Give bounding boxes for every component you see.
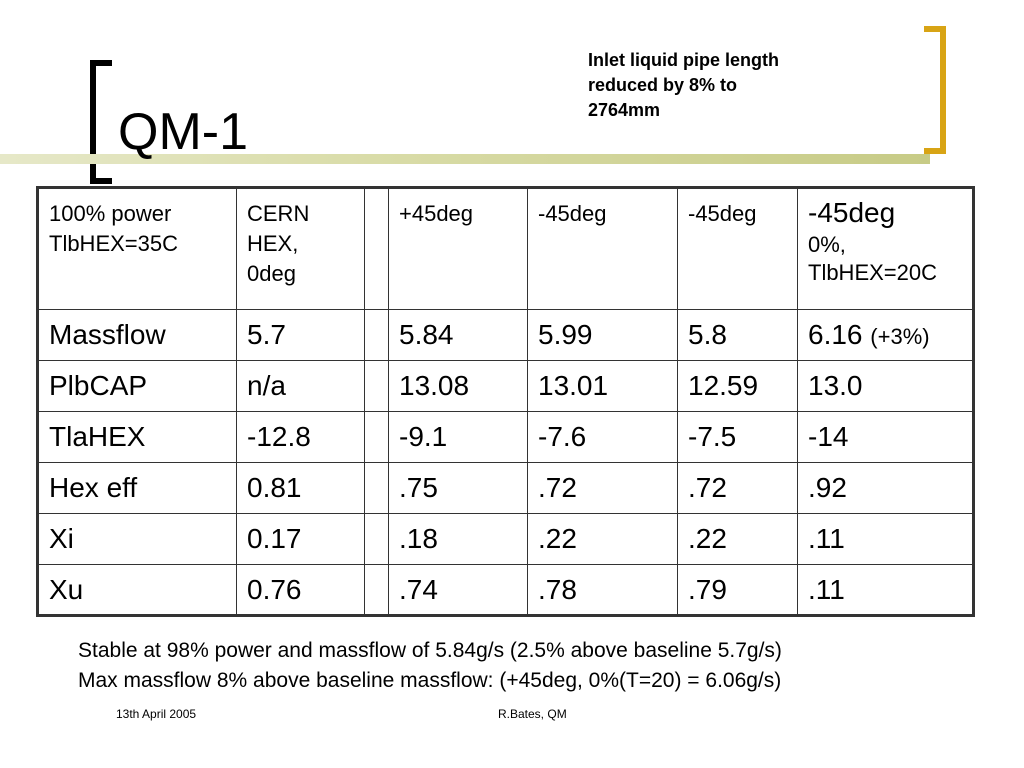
cell-minus45-b: .72 [678, 463, 798, 514]
row-label: Xu [38, 565, 237, 616]
row-label: TlaHEX [38, 412, 237, 463]
row-label: PlbCAP [38, 361, 237, 412]
table-row [38, 310, 974, 361]
cell-cern: n/a [237, 361, 365, 412]
cell-minus45-a: -7.6 [528, 412, 678, 463]
footer-date: 13th April 2005 [116, 707, 197, 721]
cell-minus45-b: .22 [678, 514, 798, 565]
cell-plus45: 13.08 [389, 361, 528, 412]
cell-value: 6.16 [808, 319, 863, 350]
cell-minus45-c: .11 [798, 514, 974, 565]
cell-plus45: .75 [389, 463, 528, 514]
header-line: TlbHEX=35C [49, 231, 179, 256]
header-cell-minus45-c [798, 188, 974, 310]
header-cell-cern [237, 188, 365, 310]
cell-cern: 0.17 [237, 514, 365, 565]
summary-line: Stable at 98% power and massflow of 5.84g/s (2.5% above baseline 5.7g/s) [78, 639, 782, 662]
cell-minus45-b: -7.5 [678, 412, 798, 463]
cell-plus45: -9.1 [389, 412, 528, 463]
cell-minus45-b: .79 [678, 565, 798, 616]
slide-title: QM-1 [118, 103, 248, 161]
cell-spacer [365, 361, 389, 412]
header-cell-minus45-a: -45deg [528, 188, 678, 310]
header-line: 0deg [247, 261, 296, 286]
table-header-row [38, 188, 974, 310]
cell-suffix: (+3%) [870, 324, 930, 349]
row-label: Massflow [38, 310, 237, 361]
cell-minus45-b: 5.8 [678, 310, 798, 361]
cell-minus45-c: .11 [798, 565, 974, 616]
cell-plus45: .74 [389, 565, 528, 616]
left-bracket-decoration [90, 60, 112, 184]
cell-spacer [365, 565, 389, 616]
right-bracket-decoration [924, 26, 946, 154]
table-row [38, 412, 974, 463]
header-line: -45deg [808, 197, 896, 228]
cell-cern: 0.76 [237, 565, 365, 616]
cell-minus45-a: 13.01 [528, 361, 678, 412]
header-line: CERN [247, 201, 310, 226]
summary-text [78, 636, 782, 696]
cell-minus45-a: .78 [528, 565, 678, 616]
cell-spacer [365, 310, 389, 361]
cell-minus45-b: 12.59 [678, 361, 798, 412]
header-cell-plus45: +45deg [389, 188, 528, 310]
table-row [38, 361, 974, 412]
header-cell-spacer [365, 188, 389, 310]
cell-cern: 5.7 [237, 310, 365, 361]
cell-minus45-a: .72 [528, 463, 678, 514]
header-line: HEX, [247, 231, 299, 256]
header-line: TlbHEX=20C [808, 260, 938, 285]
header-line: 0%, [808, 232, 846, 257]
cell-cern: -12.8 [237, 412, 365, 463]
row-label: Hex eff [38, 463, 237, 514]
cell-plus45: .18 [389, 514, 528, 565]
cell-spacer [365, 514, 389, 565]
table-row [38, 565, 974, 616]
cell-minus45-c: -14 [798, 412, 974, 463]
header-cell-minus45-b: -45deg [678, 188, 798, 310]
cell-minus45-c: 13.0 [798, 361, 974, 412]
pipe-length-note: Inlet liquid pipe length reduced by 8% to 2764mm [588, 50, 779, 120]
cell-spacer [365, 463, 389, 514]
summary-line: Max massflow 8% above baseline massflow: (+45deg, 0%(T=20) = 6.06g/s) [78, 669, 782, 692]
results-table [36, 186, 975, 617]
header-cell-condition [38, 188, 237, 310]
row-label: Xi [38, 514, 237, 565]
cell-plus45: 5.84 [389, 310, 528, 361]
header-line: 100% power [49, 201, 172, 226]
cell-cern: 0.81 [237, 463, 365, 514]
cell-minus45-c: .92 [798, 463, 974, 514]
cell-spacer [365, 412, 389, 463]
cell-minus45-a: .22 [528, 514, 678, 565]
cell-minus45-c [798, 310, 974, 361]
table-row [38, 514, 974, 565]
footer-author: R.Bates, QM [498, 707, 567, 721]
table-row [38, 463, 974, 514]
cell-minus45-a: 5.99 [528, 310, 678, 361]
